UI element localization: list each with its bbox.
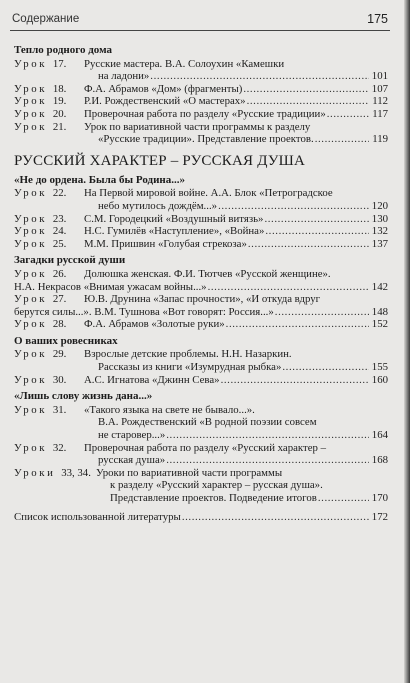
entry-text: Н.А. Некрасов «Внимая ужасам войны...» — [14, 280, 207, 293]
section-title: «Лишь слову жизнь дана...» — [14, 390, 153, 403]
entry-line — [84, 442, 388, 455]
entry-line — [84, 374, 388, 387]
toc-entry — [14, 187, 388, 212]
entry-page: 132 — [371, 225, 388, 238]
entry-line — [14, 306, 388, 319]
lesson-label — [14, 225, 66, 238]
section-title: «Не до ордена. Была бы Родина...» — [14, 173, 185, 186]
toc-entry — [14, 467, 388, 505]
lesson-word: Урок — [14, 348, 48, 361]
lesson-label — [14, 348, 66, 361]
lesson-label — [14, 187, 66, 200]
entry-page: 117 — [372, 107, 388, 120]
page-number: 175 — [367, 12, 388, 26]
entry-line — [84, 213, 388, 226]
entry-page: 160 — [371, 373, 388, 386]
entry-text: М.М. Пришвин «Голубая стрекоза» — [84, 237, 247, 250]
lesson-label — [14, 293, 66, 306]
entry-text: Рассказы из книги «Изумрудная рыбка» — [98, 361, 282, 374]
entry-text: Взрослые детские проблемы. Н.Н. Назаркин. — [84, 348, 292, 361]
bibliography-entry — [14, 511, 388, 524]
entry-line — [84, 187, 388, 200]
entry-page: 137 — [371, 237, 388, 250]
lesson-label — [14, 95, 66, 108]
lesson-number: 21. — [50, 120, 67, 133]
section-title: Загадки русской души — [14, 254, 126, 267]
lesson-number: 27. — [50, 293, 67, 306]
table-of-contents — [14, 44, 388, 523]
entry-text: Урок по вариативной части программы к разделу — [84, 120, 311, 133]
entry-text: на ладони» — [98, 70, 150, 83]
lesson-label — [14, 404, 66, 417]
entry-page: 130 — [371, 212, 388, 225]
entry-page: 170 — [371, 492, 388, 504]
leader-dots — [275, 306, 369, 319]
running-header — [10, 10, 390, 31]
lesson-number: 30. — [50, 373, 67, 386]
lesson-label — [14, 238, 66, 251]
lesson-word: Урок — [14, 57, 48, 70]
lesson-word: Урок — [14, 237, 48, 250]
lesson-word: Урок — [14, 373, 48, 386]
entry-page: 101 — [371, 70, 388, 83]
entry-line — [96, 492, 388, 505]
entry-body — [14, 213, 388, 226]
section-title: Тепло родного дома — [14, 44, 113, 56]
leader-dots — [264, 213, 369, 226]
lesson-number: 23. — [50, 212, 67, 225]
toc-entry — [14, 318, 388, 331]
entry-body — [14, 238, 388, 251]
entry-line — [84, 238, 388, 251]
toc-entry — [14, 58, 388, 83]
entry-text: Долюшка женская. Ф.И. Тютчев «Русской женщине». — [84, 267, 331, 280]
entry-line — [84, 404, 388, 417]
entry-body — [14, 95, 388, 108]
lesson-label — [14, 121, 66, 134]
entry-text: «Русские традиции». Представление проектов. — [98, 133, 314, 146]
toc-entry — [14, 293, 388, 318]
entry-text: Русские мастера. В.А. Солоухин «Камешки — [84, 57, 285, 70]
entry-body — [14, 121, 388, 146]
toc-entry — [14, 268, 388, 293]
lesson-number: 25. — [50, 237, 67, 250]
toc-entry — [14, 108, 388, 121]
lesson-label — [14, 83, 66, 96]
lesson-word: Урок — [14, 318, 48, 331]
entry-text: к разделу «Русский характер – русская душа». — [110, 479, 323, 492]
lesson-label — [14, 268, 66, 281]
lesson-label — [14, 318, 66, 331]
entry-line — [84, 361, 388, 374]
entry-text: В.А. Рождественский «В родной поэзии совсем — [98, 416, 317, 429]
leader-dots — [315, 133, 369, 146]
lesson-number: 33, 34. — [58, 466, 91, 479]
entry-body — [14, 404, 388, 442]
entry-text: Н.С. Гумилёв «Наступление», «Война» — [84, 225, 265, 238]
page-edge-shadow — [404, 0, 410, 683]
toc-entry — [14, 95, 388, 108]
lesson-word: Урок — [14, 225, 48, 238]
entry-line — [84, 108, 388, 121]
entry-text: Представление проектов. Подведение итогов — [110, 492, 317, 504]
lesson-word: Урок — [14, 212, 48, 225]
lesson-word: Урок — [14, 120, 48, 133]
entry-text: Ф.А. Абрамов «Золотые руки» — [84, 318, 225, 331]
entry-line — [84, 133, 388, 146]
entry-line — [84, 293, 388, 306]
lesson-word: Урок — [14, 107, 48, 120]
lesson-number: 32. — [50, 441, 67, 454]
entry-line — [84, 454, 388, 467]
entry-page: 107 — [371, 82, 388, 95]
entry-text: Ю.В. Друнина «Запас прочности», «И откуда вдруг — [84, 293, 321, 306]
toc-entry — [14, 442, 388, 467]
entry-line — [84, 429, 388, 442]
toc-entry — [14, 83, 388, 96]
entry-line — [84, 348, 388, 361]
entry-text: небо мутилось дождём...» — [98, 199, 218, 212]
entry-text: Проверочная работа по разделу «Русский характер – — [84, 441, 327, 454]
entry-line — [84, 268, 388, 281]
entry-text: А.С. Игнатова «Джинн Сева» — [84, 373, 220, 386]
leader-dots — [182, 511, 369, 524]
entry-page: 142 — [371, 280, 388, 293]
entry-text: берутся силы...». В.М. Тушнова «Вот говорят: Россия...» — [14, 305, 274, 318]
entry-body — [14, 348, 388, 373]
lesson-label — [14, 442, 66, 455]
lesson-label — [14, 108, 66, 121]
entry-body — [14, 268, 388, 293]
entry-line — [84, 83, 388, 96]
leader-dots — [327, 108, 369, 121]
entry-text: не старовер...» — [98, 429, 166, 442]
leader-dots — [265, 225, 369, 238]
lesson-number: 20. — [50, 107, 67, 120]
entry-line — [84, 200, 388, 213]
entry-page: 112 — [372, 95, 388, 108]
lesson-word: Урок — [14, 441, 48, 454]
entry-line — [84, 58, 388, 71]
entry-text: Ф.А. Абрамов «Дом» (фрагменты) — [84, 82, 243, 95]
leader-dots — [226, 318, 369, 331]
lesson-word: Урок — [14, 82, 48, 95]
lesson-number: 26. — [50, 267, 67, 280]
entry-body — [14, 318, 388, 331]
leader-dots — [248, 238, 369, 251]
entry-line — [84, 70, 388, 83]
entry-body — [14, 108, 388, 121]
toc-entry — [14, 225, 388, 238]
bibliography-page: 172 — [371, 510, 388, 523]
lesson-number: 24. — [50, 225, 67, 238]
entry-body — [14, 374, 388, 387]
entry-line — [14, 281, 388, 294]
lesson-number: 18. — [50, 82, 67, 95]
toc-entry — [14, 238, 388, 251]
lesson-label — [14, 213, 66, 226]
leader-dots — [218, 200, 369, 213]
entry-body — [14, 83, 388, 96]
lesson-word: Уроки — [14, 466, 56, 479]
entry-text: русская душа» — [98, 454, 166, 467]
entry-page: 152 — [371, 318, 388, 331]
entry-text: «Такого языка на свете не бывало...». — [84, 403, 255, 416]
entry-page: 164 — [371, 429, 388, 442]
toc-entry — [14, 348, 388, 373]
entry-body — [14, 293, 388, 318]
lesson-number: 29. — [50, 348, 67, 361]
section-title: О ваших ровесниках — [14, 334, 118, 347]
lesson-word: Урок — [14, 95, 48, 108]
entry-line — [96, 467, 388, 480]
entry-line — [84, 95, 388, 108]
entry-text: Уроки по вариативной части программы — [96, 466, 283, 479]
section-title: РУССКИЙ ХАРАКТЕР – РУССКАЯ ДУША — [14, 152, 306, 169]
lesson-word: Урок — [14, 267, 48, 280]
entry-line — [84, 318, 388, 331]
entry-text: На Первой мировой войне. А.А. Блок «Петроградское — [84, 187, 333, 200]
entry-line — [84, 416, 388, 429]
entry-page: 168 — [371, 454, 388, 467]
entry-page: 155 — [371, 361, 388, 374]
lesson-number: 22. — [50, 187, 67, 200]
toc-entry — [14, 213, 388, 226]
entry-body — [14, 58, 388, 83]
lesson-word: Урок — [14, 293, 48, 306]
entry-line — [84, 225, 388, 238]
entry-line — [84, 121, 388, 134]
lesson-number: 28. — [50, 318, 67, 331]
entry-text: Р.И. Рождественский «О мастерах» — [84, 95, 246, 108]
toc-entry — [14, 374, 388, 387]
lesson-label — [14, 58, 66, 71]
entry-line — [96, 479, 388, 492]
lesson-number: 31. — [50, 403, 67, 416]
lesson-label — [14, 374, 66, 387]
lesson-number: 19. — [50, 95, 67, 108]
leader-dots — [150, 70, 369, 83]
bibliography-text: Список использованной литературы — [14, 510, 181, 523]
toc-entry — [14, 121, 388, 146]
entry-page: 119 — [372, 133, 388, 146]
entry-text: С.М. Городецкий «Воздушный витязь» — [84, 212, 264, 225]
header-title: Содержание — [12, 13, 80, 25]
lesson-number: 17. — [50, 57, 67, 70]
entry-body — [14, 225, 388, 238]
leader-dots — [221, 374, 369, 387]
leader-dots — [247, 95, 369, 108]
leader-dots — [282, 361, 369, 374]
leader-dots — [166, 454, 369, 467]
leader-dots — [243, 83, 369, 96]
toc-entry — [14, 404, 388, 442]
leader-dots — [208, 281, 369, 294]
entry-page: 120 — [371, 199, 388, 212]
lesson-label — [14, 467, 91, 480]
lesson-word: Урок — [14, 187, 48, 200]
lesson-word: Урок — [14, 403, 48, 416]
leader-dots — [318, 492, 369, 505]
entry-page: 148 — [371, 305, 388, 318]
entry-body — [14, 442, 388, 467]
entry-body — [14, 187, 388, 212]
entry-text: Проверочная работа по разделу «Русские традиции» — [84, 107, 326, 120]
leader-dots — [166, 429, 369, 442]
